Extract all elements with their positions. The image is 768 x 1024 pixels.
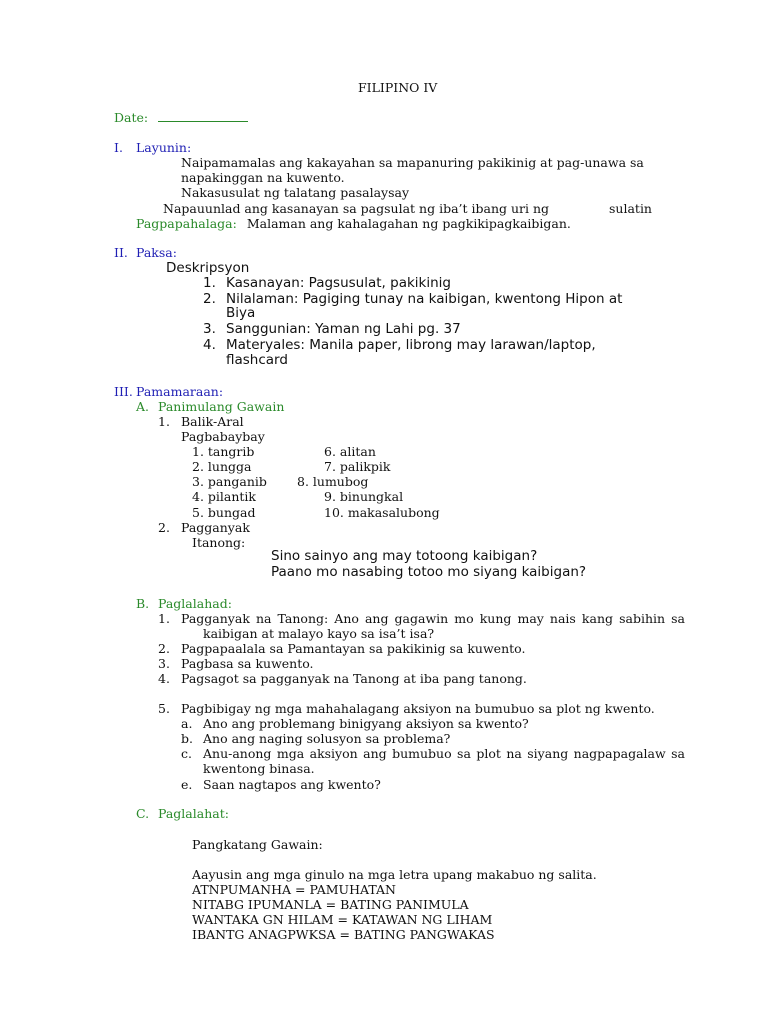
sub-item-c-text: Anu-anong mga aksiyon ang bumubuo sa plot na siyang nagpapagalaw sa [203, 746, 685, 761]
paglalahad-item-1-cont: kaibigan at malayo kayo sa isa’t isa? [203, 626, 435, 641]
sub-item-c-cont: kwentong binasa. [203, 761, 315, 776]
spelling-word: 9. binungkal [324, 489, 404, 504]
sub-item-b-letter: b. [181, 731, 193, 746]
layunin-line-4-end: sulatin [609, 201, 652, 216]
pangkatang-gawain-label: Pangkatang Gawain: [192, 837, 323, 852]
sub-item-e-letter: e. [181, 777, 193, 792]
paglalahad-item-5-number: 5. [158, 701, 170, 716]
spelling-word: 6. alitan [324, 444, 376, 459]
paksa-item-4-number: 4. [203, 337, 216, 353]
spelling-word: 10. makasalubong [324, 505, 440, 520]
paglalahad-item-4-text: Pagsagot sa pagganyak na Tanong at iba pang tanong. [181, 671, 527, 686]
motivation-question-1: Sino sainyo ang may totoong kaibigan? [271, 548, 538, 564]
layunin-line-1: Naipamamalas ang kakayahan sa mapanuring pakikinig at pag-unawa sa [181, 155, 644, 170]
paglalahad-item-4-number: 4. [158, 671, 170, 686]
sub-item-b-text: Ano ang naging solusyon sa problema? [203, 731, 451, 746]
spelling-word: 8. lumubog [297, 474, 369, 489]
sub-item-e-text: Saan nagtapos ang kwento? [203, 777, 381, 792]
section-2-number: II. [114, 245, 128, 260]
scramble-item: ATNPUMANHA = PAMUHATAN [192, 882, 396, 897]
paglalahad-item-3-number: 3. [158, 656, 170, 671]
section-2-heading: Paksa: [136, 245, 177, 260]
paglalahad-item-2-text: Pagpapaalala sa Pamantayan sa pakikinig sa kuwento. [181, 641, 526, 656]
paksa-item-1-number: 1. [203, 275, 216, 291]
part-c-heading: Paglalahat: [158, 806, 229, 821]
paksa-item-1-text: Kasanayan: Pagsusulat, pakikinig [226, 275, 451, 291]
scramble-item: IBANTG ANAGPWKSA = BATING PANGWAKAS [192, 927, 495, 942]
balik-aral-number: 1. [158, 414, 170, 429]
layunin-line-4: Napauunlad ang kasanayan sa pagsulat ng iba’t ibang uri ng [163, 201, 550, 216]
pagpapahalaga-text: Malaman ang kahalagahan ng pagkikipagkaibigan. [246, 216, 571, 231]
activity-instruction: Aayusin ang mga ginulo na mga letra upang makabuo ng salita. [192, 867, 597, 882]
part-b-letter: B. [136, 596, 150, 611]
paksa-item-3-number: 3. [203, 321, 216, 337]
pagpapahalaga-label: Pagpapahalaga: [136, 216, 237, 231]
paksa-item-3-text: Sanggunian: Yaman ng Lahi pg. 37 [226, 321, 461, 337]
pagganyak-number: 2. [158, 520, 170, 535]
section-1-heading: Layunin: [136, 140, 192, 155]
document-title: FILIPINO IV [358, 80, 438, 95]
section-3-number: III. [114, 384, 133, 399]
scramble-item: WANTAKA GN HILAM = KATAWAN NG LIHAM [192, 912, 493, 927]
date-blank [158, 110, 248, 122]
layunin-line-2: napakinggan na kuwento. [181, 170, 345, 185]
paglalahad-item-5-text: Pagbibigay ng mga mahahalagang aksiyon na bumubuo sa plot ng kwento. [181, 701, 655, 716]
spelling-word: 7. palikpik [324, 459, 391, 474]
motivation-question-2: Paano mo nasabing totoo mo siyang kaibigan? [271, 564, 587, 580]
paksa-item-2-number: 2. [203, 291, 216, 307]
itanong-label: Itanong: [192, 535, 246, 550]
section-1-number: I. [114, 140, 123, 155]
date-field [114, 110, 248, 125]
paglalahad-item-1-text: Pagganyak na Tanong: Ano ang gagawin mo kung may nais kang sabihin sa [181, 611, 685, 626]
paglalahad-item-3-text: Pagbasa sa kuwento. [181, 656, 314, 671]
pagpapahalaga-row [136, 216, 571, 231]
sub-item-a-letter: a. [181, 716, 193, 731]
scramble-item: NITABG IPUMANLA = BATING PANIMULA [192, 897, 469, 912]
spelling-word: 1. tangrib [192, 444, 255, 459]
part-a-letter: A. [136, 399, 150, 414]
spelling-word: 4. pilantik [192, 489, 256, 504]
pagbabaybay-label: Pagbabaybay [181, 429, 265, 444]
deskripsyon-heading: Deskripsyon [166, 260, 250, 276]
paglalahad-item-1-number: 1. [158, 611, 170, 626]
paksa-item-4-text: Materyales: Manila paper, librong may larawan/laptop, [226, 337, 596, 353]
sub-item-a-text: Ano ang problemang binigyang aksiyon sa kwento? [203, 716, 529, 731]
balik-aral-label: Balik-Aral [181, 414, 244, 429]
spelling-word: 5. bungad [192, 505, 256, 520]
paksa-item-4-cont: flashcard [226, 352, 288, 368]
spelling-word: 2. lungga [192, 459, 252, 474]
sub-item-c-letter: c. [181, 746, 192, 761]
part-c-letter: C. [136, 806, 150, 821]
paksa-item-2-text: Nilalaman: Pagiging tunay na kaibigan, kwentong Hipon at [226, 291, 623, 307]
section-3-heading: Pamamaraan: [136, 384, 224, 399]
part-a-heading: Panimulang Gawain [158, 399, 285, 414]
pagganyak-label: Pagganyak [181, 520, 250, 535]
part-b-heading: Paglalahad: [158, 596, 232, 611]
paglalahad-item-2-number: 2. [158, 641, 170, 656]
layunin-line-3: Nakasusulat ng talatang pasalaysay [181, 185, 410, 200]
paksa-item-2-cont: Biya [226, 305, 256, 321]
spelling-word: 3. panganib [192, 474, 267, 489]
date-label: Date: [114, 110, 149, 125]
